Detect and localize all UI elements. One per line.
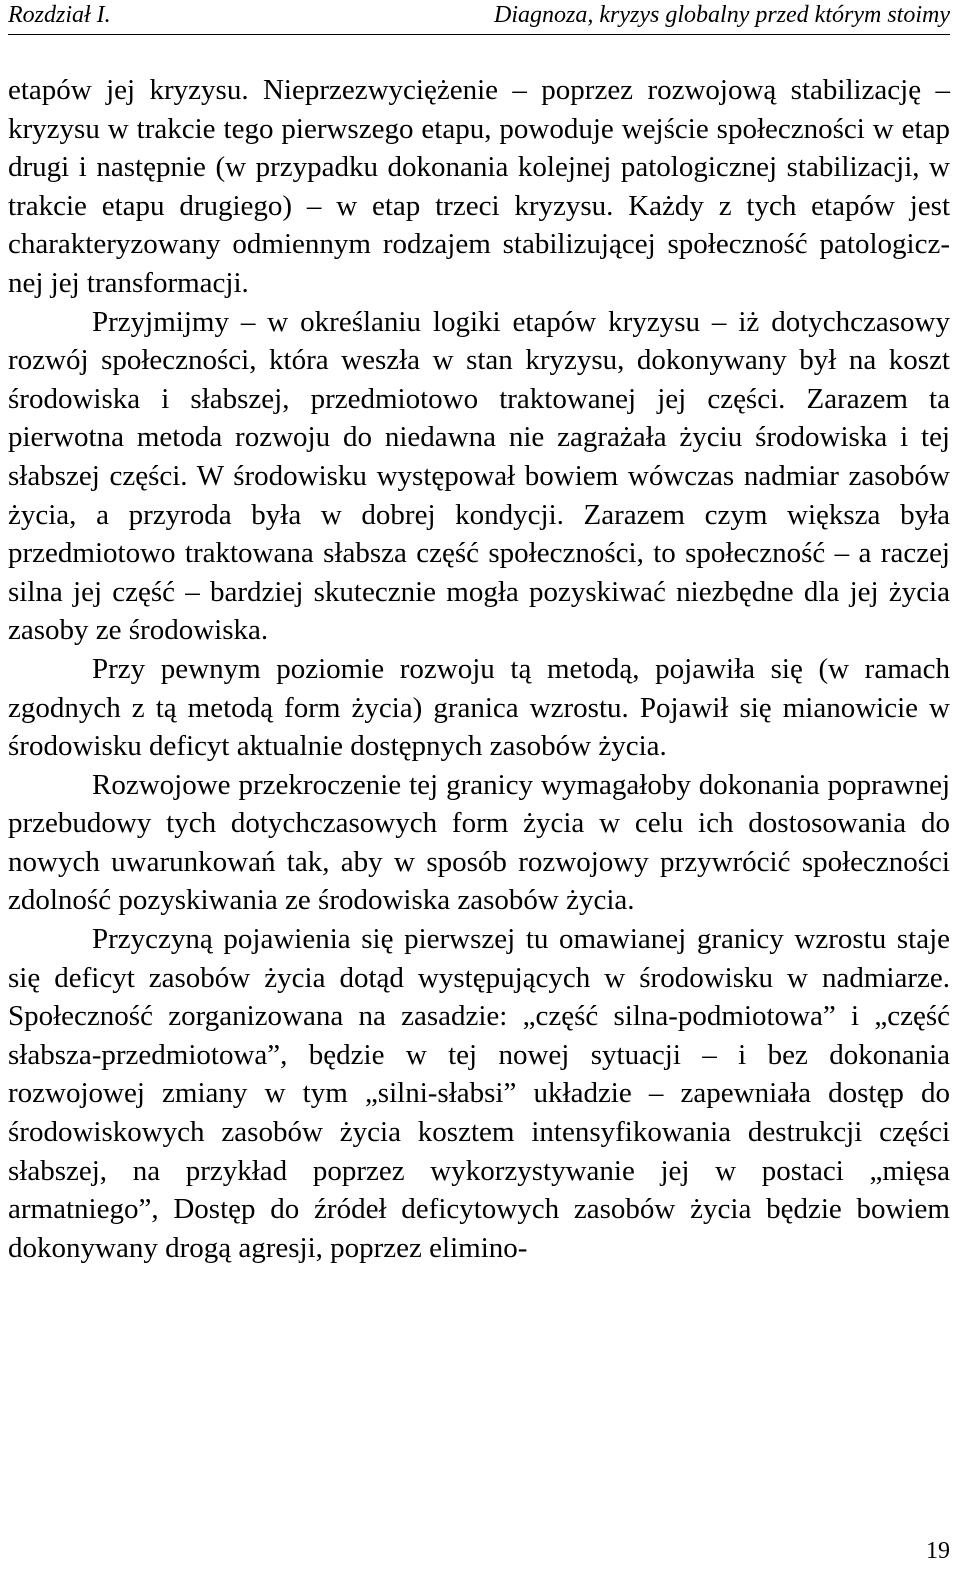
chapter-label: Rozdział I. [8, 2, 111, 28]
page-number: 19 [926, 1538, 950, 1564]
paragraph: Przyczyną pojawienia się pierwszej tu omawianej granicy wzrostu staje się deficyt zasobów życia dotąd występujących w środowisku w nadmiarze. Społeczność zorganizowana na zasadzie: „część silna-podmiotowa” i „część słabsza-przedmiotowa”, będzie w tej nowej sytuacji – i bez dokonania rozwojowej zmiany w tym „silni-słabsi” układzie – zapewniała dostęp do środowiskowych zasobów życia kosztem intensyfikowania destrukcji części słabszej, na przykład poprzez wykorzystywanie jej w postaci „mięsa armatniego”, Dostęp do źródeł deficytowych zasobów życia będzie bowiem dokonywany drogą agresji, poprzez elimino- [8, 923, 950, 1264]
running-header [8, 0, 950, 35]
body-text [8, 71, 950, 1267]
paragraph-continued: etapów jej kryzysu. Nieprzezwyciężenie – poprzez rozwojową stabilizację – kryzysu w trakcie tego pierwszego etapu, powoduje wejście społeczności w etap drugi i następnie (w przypadku dokonania kolejnej patologicznej stabilizacji, w trakcie etapu drugiego) – w etap trzeci kryzysu. Każdy z tych etapów jest charakteryzowany odmiennym rodzajem stabilizującej społeczność patologicznej jej transformacji. [8, 74, 950, 299]
paragraph: Rozwojowe przekroczenie tej granicy wymagałoby dokonania poprawnej przebudowy tych dotychczasowych form życia w celu ich dostosowania do nowych uwarunkowań tak, aby w sposób rozwojowy przywrócić społeczności zdolność pozyskiwania ze środowiska zasobów życia. [8, 768, 950, 917]
paragraph: Przyjmijmy – w określaniu logiki etapów kryzysu – iż dotychczasowy rozwój społeczności, która weszła w stan kryzysu, dokonywany był na koszt środowiska i słabszej, przedmiotowo traktowanej jej części. Zarazem ta pierwotna metoda rozwoju do niedawna nie zagrażała życiu środowiska i tej słabszej części. W środowisku występował bowiem wówczas nadmiar zasobów życia, a przyroda była w dobrej kondycji. Zarazem czym większa była przedmiotowo traktowana słabsza część społeczności, to społeczność – a raczej silna jej część – bardziej skutecznie mogła pozyskiwać niezbędne dla jej życia zasoby ze środowiska. [8, 305, 950, 647]
paragraph: Przy pewnym poziomie rozwoju tą metodą, pojawiła się (w ramach zgodnych z tą metodą form życia) granica wzrostu. Pojawił się mianowicie w środowisku deficyt aktualnie dostępnych zasobów życia. [8, 652, 950, 763]
chapter-title: Diagnoza, kryzys globalny przed którym stoimy [494, 2, 950, 28]
